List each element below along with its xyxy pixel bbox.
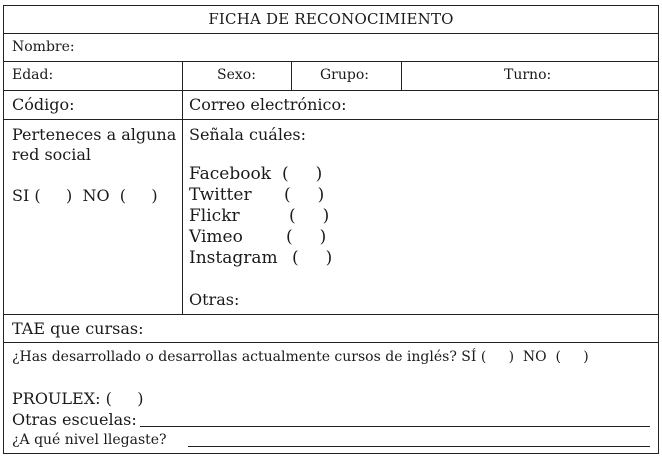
network-flickr-checkbox[interactable]: ( ) bbox=[289, 206, 330, 226]
otras-label: Otras: bbox=[189, 290, 240, 309]
divider bbox=[182, 61, 183, 90]
grupo-label: Grupo: bbox=[320, 67, 369, 83]
sexo-label: Sexo: bbox=[217, 67, 256, 83]
tae-label: TAE que cursas: bbox=[12, 319, 144, 338]
edad-label: Edad: bbox=[12, 67, 54, 83]
senala-label: Señala cuáles: bbox=[189, 125, 307, 144]
otras-escuelas-label: Otras escuelas: bbox=[12, 410, 137, 429]
network-instagram: Instagram bbox=[189, 248, 278, 268]
network-vimeo-checkbox[interactable]: ( ) bbox=[286, 227, 327, 247]
network-flickr: Flickr bbox=[189, 206, 240, 226]
divider bbox=[182, 90, 183, 314]
ingles-question: ¿Has desarrollado o desarrollas actualmente cursos de inglés? SÍ ( ) NO ( ) bbox=[12, 349, 589, 365]
nivel-label: ¿A qué nivel llegaste? bbox=[12, 432, 167, 448]
network-instagram-checkbox[interactable]: ( ) bbox=[292, 248, 333, 268]
nivel-blank[interactable] bbox=[188, 446, 650, 447]
divider bbox=[4, 119, 658, 120]
codigo-label: Código: bbox=[12, 95, 75, 114]
recognition-form bbox=[3, 5, 659, 454]
turno-label: Turno: bbox=[504, 67, 552, 83]
form-title: FICHA DE RECONOCIMIENTO bbox=[208, 10, 454, 28]
network-twitter: Twitter bbox=[189, 185, 252, 205]
proulex-option: PROULEX: ( ) bbox=[12, 389, 144, 408]
network-facebook-checkbox[interactable]: ( ) bbox=[282, 164, 323, 184]
divider bbox=[401, 61, 402, 90]
network-facebook: Facebook bbox=[189, 164, 272, 184]
correo-label: Correo electrónico: bbox=[189, 95, 347, 114]
otras-escuelas-blank[interactable] bbox=[140, 426, 650, 427]
red-social-question-line2: red social bbox=[12, 145, 92, 164]
network-twitter-checkbox[interactable]: ( ) bbox=[284, 185, 325, 205]
divider bbox=[4, 33, 658, 34]
divider bbox=[4, 90, 658, 91]
si-no-options: SI ( ) NO ( ) bbox=[12, 186, 158, 205]
red-social-question-line1: Perteneces a alguna bbox=[12, 125, 177, 144]
network-vimeo: Vimeo bbox=[189, 227, 243, 247]
divider bbox=[4, 61, 658, 62]
divider bbox=[4, 314, 658, 315]
divider bbox=[291, 61, 292, 90]
divider bbox=[4, 342, 658, 343]
nombre-label: Nombre: bbox=[12, 39, 75, 55]
